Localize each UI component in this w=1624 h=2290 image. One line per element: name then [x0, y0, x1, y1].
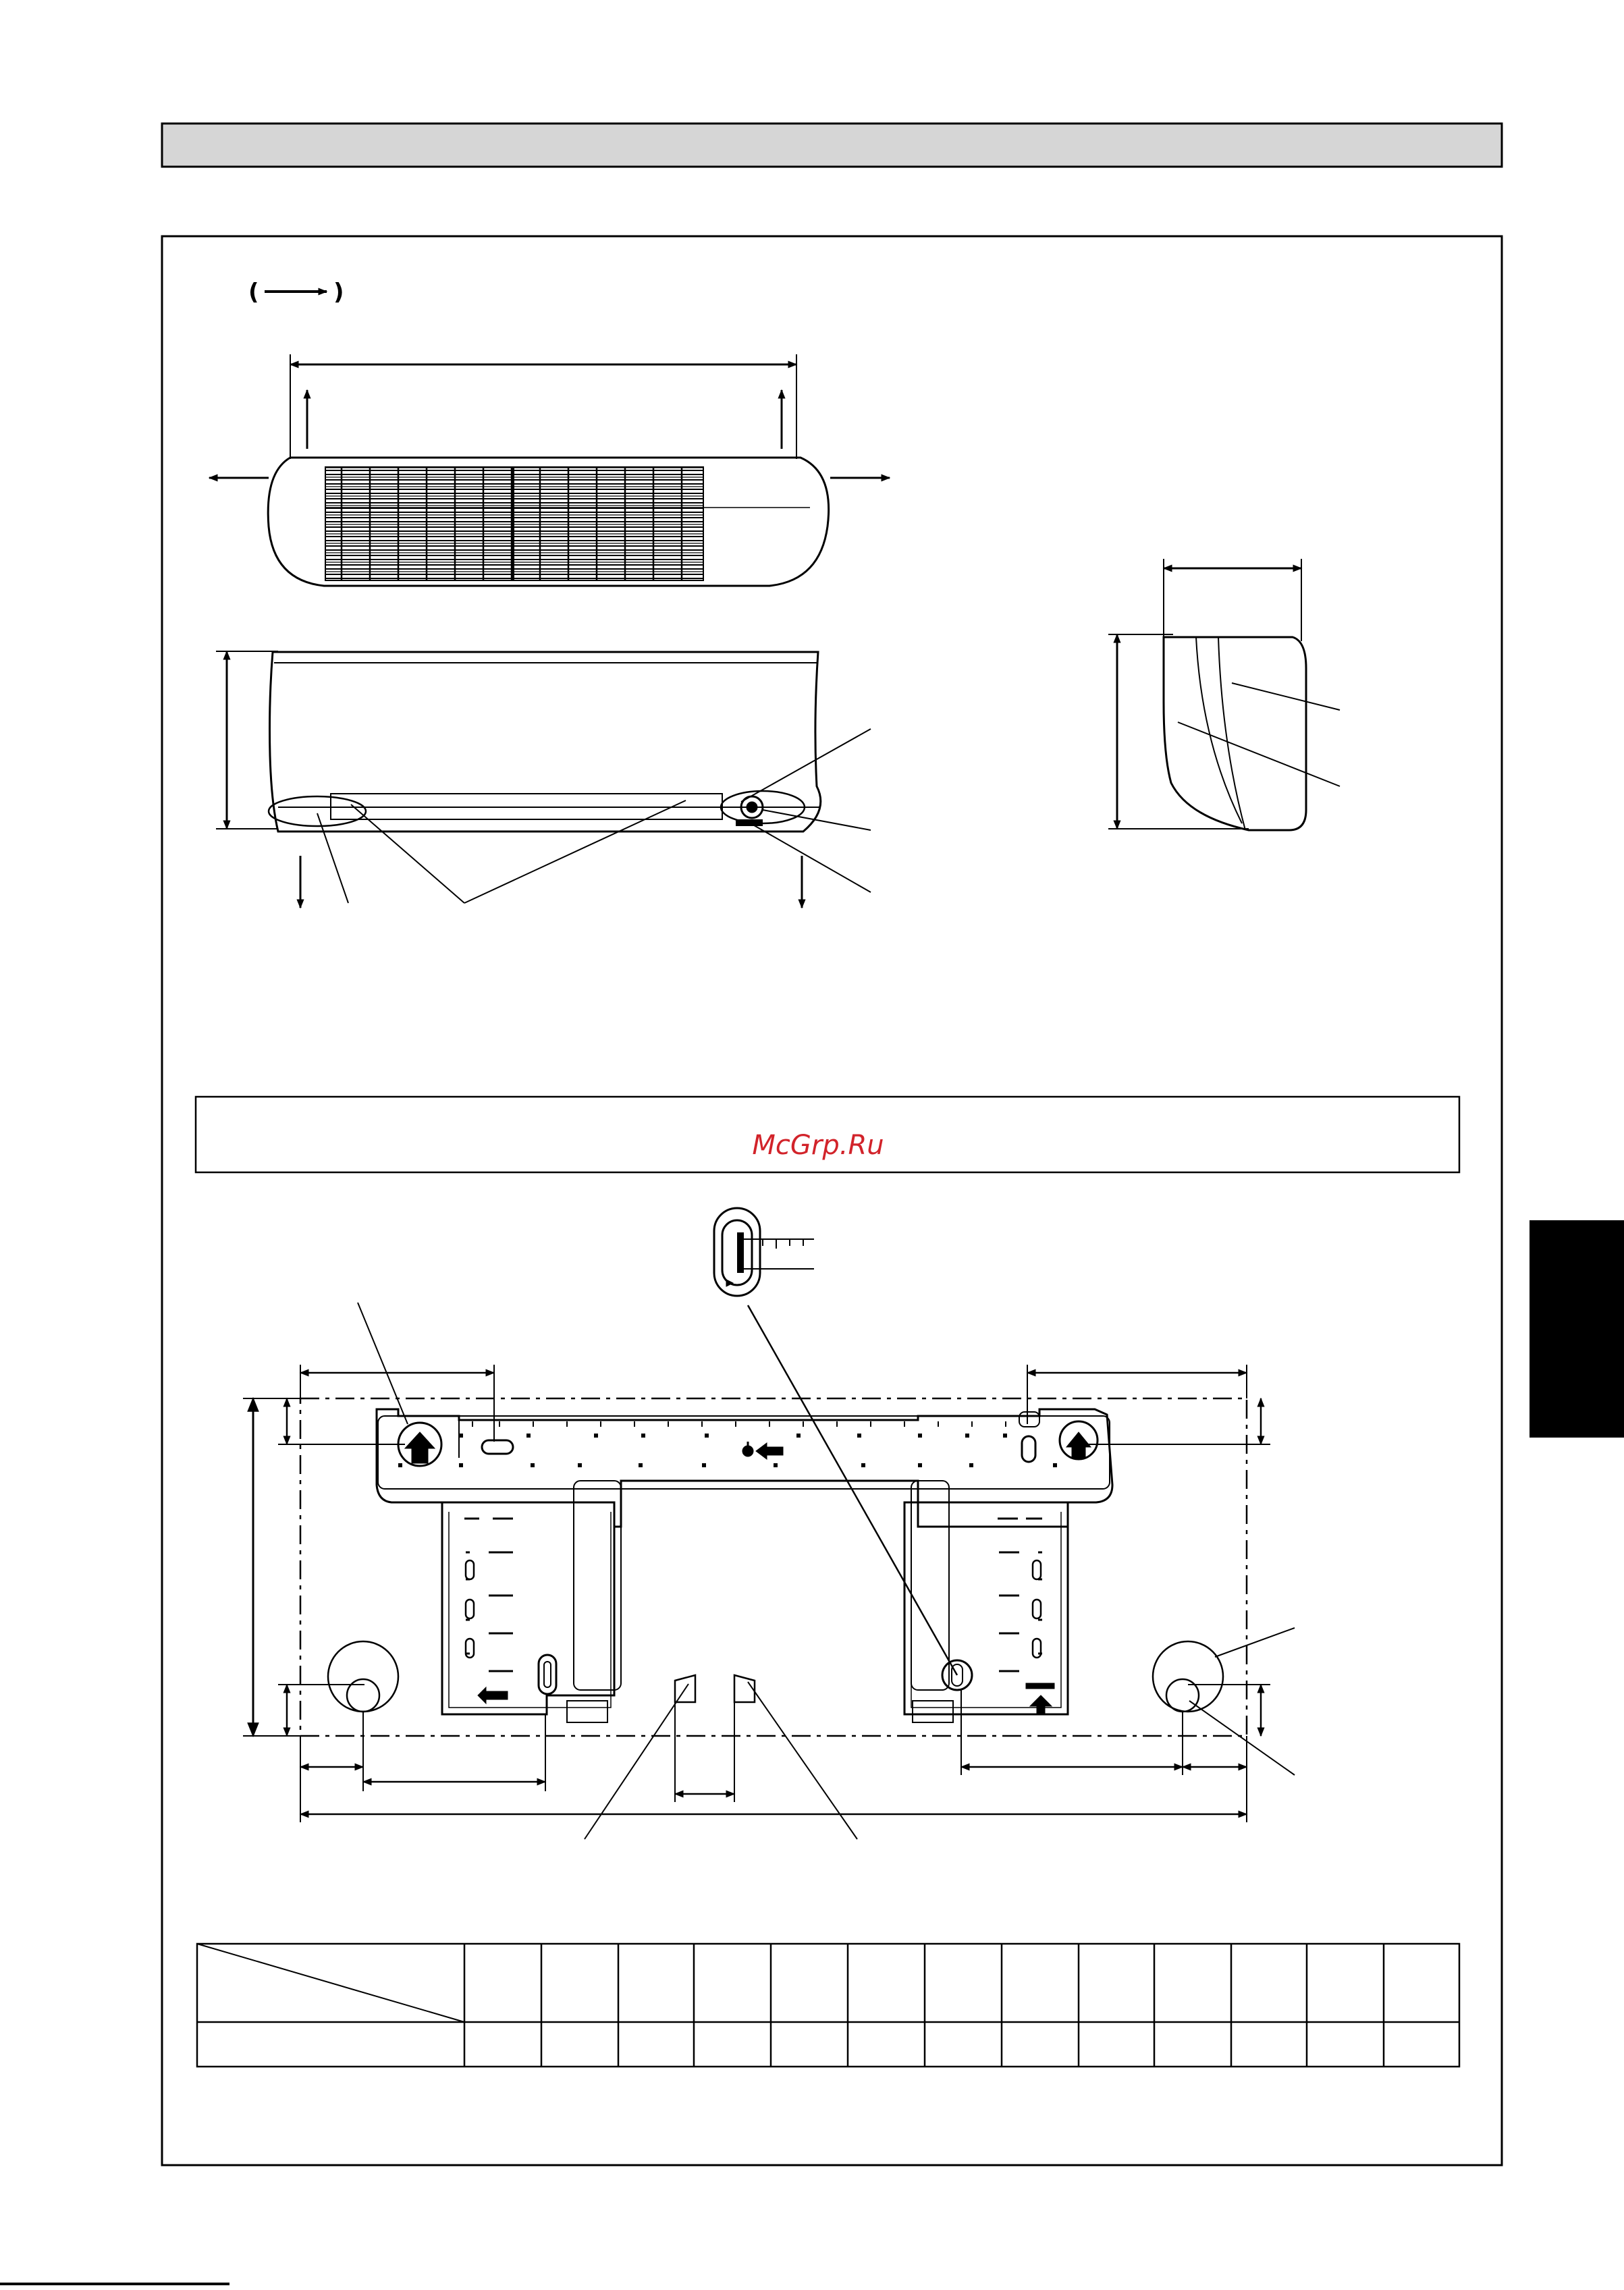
- unit-side-view: [1108, 559, 1340, 830]
- unit-front-view: [216, 651, 871, 908]
- installation-plate: [300, 1303, 1295, 1839]
- plate-dimensions: [243, 1365, 1270, 1822]
- watermark: McGrp.Ru: [752, 1130, 884, 1161]
- spec-table: [197, 1944, 1459, 2067]
- unit-top-view: [209, 354, 890, 586]
- side-tab: [1530, 1220, 1624, 1438]
- legend-open: (: [248, 279, 259, 306]
- legend-close: ): [333, 279, 344, 306]
- slot-detail: [714, 1208, 957, 1675]
- header-band: [162, 124, 1502, 167]
- airflow-legend: [248, 279, 344, 306]
